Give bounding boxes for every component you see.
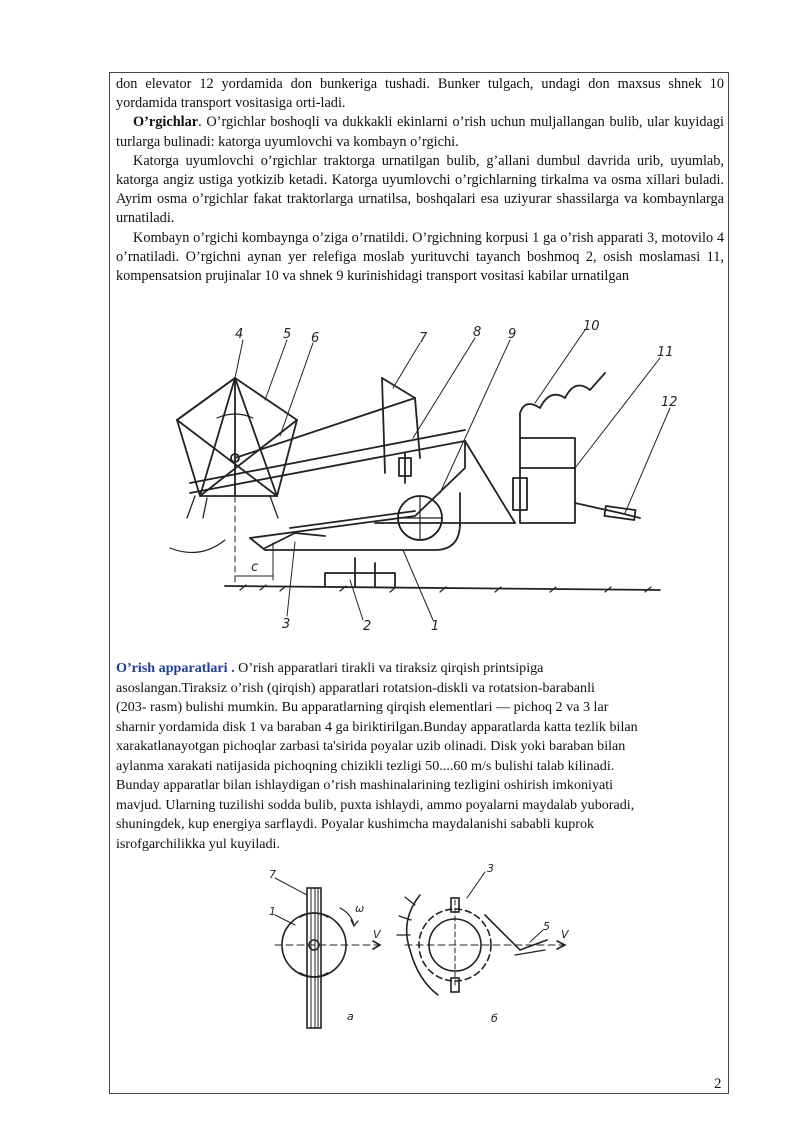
text-block-2 (116, 659, 728, 854)
label-6: 6 (311, 331, 320, 346)
label-10: 10 (583, 319, 600, 334)
page-number: 2 (714, 1076, 722, 1092)
orgichlar-paragraph (116, 113, 724, 151)
orish-line-10: isrofgarchilikka yul kuyiladi. (116, 835, 280, 852)
orish-line-3: (203- rasm) bulishi mumkin. Bu apparatlarning qirqish elementlari — pichoq 2 va 3 lar (116, 699, 609, 715)
orish-line-1-text: O’rish apparatlari tirakli va tiraksiz qirqish printsipiga (234, 660, 544, 676)
label-8: 8 (473, 325, 482, 340)
orish-line-8: mavjud. Ularning tuzilishi sodda bulib, puxta ishlaydi, ammo poyalarni maydalab yuboradi, (116, 796, 635, 813)
fig2-label-5: 5 (543, 920, 550, 933)
fig2-label-1: 1 (269, 905, 276, 918)
orish-heading: O’rish apparatlari . (116, 660, 235, 676)
fig2-label-3: 3 (487, 862, 494, 875)
continuation-paragraph: don elevator 12 yordamida don bunkeriga tushadi. Bunker tulgach, undagi don maxsus shnek 10 yordamida transport vositasiga orti-ladi. (116, 76, 724, 112)
cutting-apparatus-diagram (255, 860, 585, 1035)
orish-line-1 (116, 659, 728, 679)
orish-line-2: asoslangan.Tiraksiz o’rish (qirqish) apparatlari rotatsion-diskli va rotatsion-barabanli (116, 679, 595, 696)
orgichlar-text: . O’rgichlar boshoqli va dukkakli ekinlarni o’rish uchun muljallangan bulib, ular kuyidagi turlarga bulinadi: katorga uyumlovchi va kombayn o’rgichi. (116, 114, 724, 150)
label-12: 12 (661, 395, 678, 410)
orish-line-7: Bunday apparatlar bilan ishlaydigan o’rish mashinalarining tezligini oshirish imkoniyati (116, 777, 614, 793)
text-block-1 (116, 75, 724, 286)
orish-line-9: shuningdek, kup energiya sarflaydi. Poyalar kushimcha maydalanishi sababli kuprok (116, 816, 595, 832)
label-5: 5 (283, 327, 292, 342)
label-9: 9 (508, 327, 517, 342)
kombayn-paragraph: Kombayn o’rgichi kombaynga o’ziga o’rnatildi. O’rgichning korpusi 1 ga o’rish apparati 3, motovilo 4 o’rnatiladi. O’rgichni aynan yer relefiga moslab yurituvchi tayanch boshmoq 2, osish moslamasi 11, kompensatsion prujinalar 10 va shnek 9 kurinishidagi transport vositasi kabilar urnatilgan (116, 229, 724, 285)
fig2-caption-b: б (491, 1012, 498, 1025)
label-11: 11 (657, 345, 674, 360)
label-2: 2 (363, 619, 372, 634)
orgichlar-term: O’rgichlar (133, 114, 199, 131)
katorga-paragraph: Katorga uyumlovchi o’rgichlar traktorga urnatilgan bulib, g’allani dumbul davrida urib, uyumlab, katorga angiz ustiga yotkizib ketadi. Katorga uyumlovchi o’rgichlarning tirkalma va osma xillari buladi. Ayrim osma o’rgichlar fakat traktorlarga urnatilsa, boshqalari esa uziyurar shassilarga va kombaynlarga urnatiladi. (116, 152, 724, 227)
label-c: c (251, 560, 259, 575)
orish-line-4: sharnir yordamida disk 1 va baraban 4 ga biriktirilgan.Bunday apparatlarda katta tezlik bilan (116, 718, 638, 735)
fig2-caption-a: a (347, 1010, 354, 1023)
fig2-omega: ω (355, 902, 365, 915)
fig2-v-left: V (373, 928, 381, 941)
orish-line-5: xarakatlanayotgan pichoqlar zarbasi ta'sirida poyalar uzib olinadi. Disk yoki baraban bilan (116, 738, 626, 754)
orish-line-6: aylanma xarakati natijasida pichoqning chizikli tezligi 50....60 m/s bulishi talab kilinadi. (116, 757, 615, 774)
label-3: 3 (282, 617, 291, 632)
reaper-diagram (165, 318, 678, 638)
fig2-label-7: 7 (269, 868, 276, 881)
label-4: 4 (235, 327, 244, 342)
label-1: 1 (431, 619, 440, 634)
fig2-v-right: V (561, 928, 569, 941)
label-7: 7 (419, 331, 428, 346)
